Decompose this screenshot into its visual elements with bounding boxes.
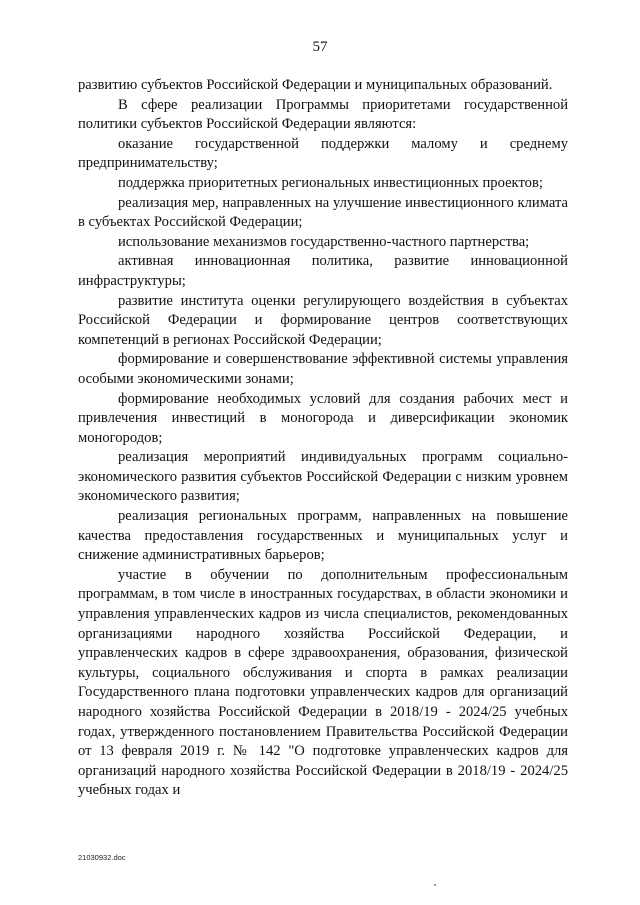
- paragraph: формирование и совершенствование эффективной системы управления особыми экономическими зонами;: [78, 351, 568, 387]
- paragraph: формирование необходимых условий для создания рабочих мест и привлечения инвестиций в моногорода и диверсификации экономик моногородов;: [78, 390, 568, 446]
- document-body: [78, 76, 568, 801]
- paragraph: реализация мер, направленных на улучшение инвестиционного климата в субъектах Российской Федерации;: [78, 194, 568, 231]
- paragraph: развитие института оценки регулирующего воздействия в субъектах Российской Федерации и формирование центров соответствующих компетенций в регионах Российской Федерации;: [78, 292, 568, 348]
- paragraph: участие в обучении по дополнительным профессиональным программам, в том числе в иностранных государствах, в области экономики и управления управленческих кадров из числа специалистов, рекомендованных организациями народного хозяйства Российской Федерации, и управленческих кадров в сфере здравоохранения, образования, физической культуры, социального обслуживания и спорта в рамках реализации Государственного плана подготовки управленческих кадров для организаций народного хозяйства Российской Федерации в 2018/19 - 2024/25 учебных годах, утвержденного постановлением Правительства Российской Федерации от 13 февраля 2019 г. № 142 "О подготовке управленческих кадров для организаций народного хозяйства Российской Федерации в 2018/19 - 2024/25 учебных годах и: [78, 566, 568, 799]
- paragraph: использование механизмов государственно-частного партнерства;: [118, 233, 530, 250]
- scan-dot: [434, 884, 436, 886]
- paragraph: активная инновационная политика, развитие инновационной инфраструктуры;: [78, 253, 568, 289]
- page-number: 57: [312, 39, 328, 55]
- paragraph: реализация мероприятий индивидуальных программ социально-экономического развития субъектов Российской Федерации с низким уровнем экономического развития;: [78, 449, 568, 505]
- paragraph: развитию субъектов Российской Федерации и муниципальных образований.: [78, 77, 553, 93]
- paragraph: В сфере реализации Программы приоритетами государственной политики субъектов Российской Федерации являются:: [78, 96, 568, 133]
- footer-filename: 21030932.doc: [78, 853, 126, 862]
- paragraph: реализация региональных программ, направленных на повышение качества предоставления государственных и муниципальных услуг и снижение административных барьеров;: [78, 508, 568, 564]
- paragraph: поддержка приоритетных региональных инвестиционных проектов;: [118, 174, 543, 191]
- paragraph: оказание государственной поддержки малому и среднему предпринимательству;: [78, 135, 568, 172]
